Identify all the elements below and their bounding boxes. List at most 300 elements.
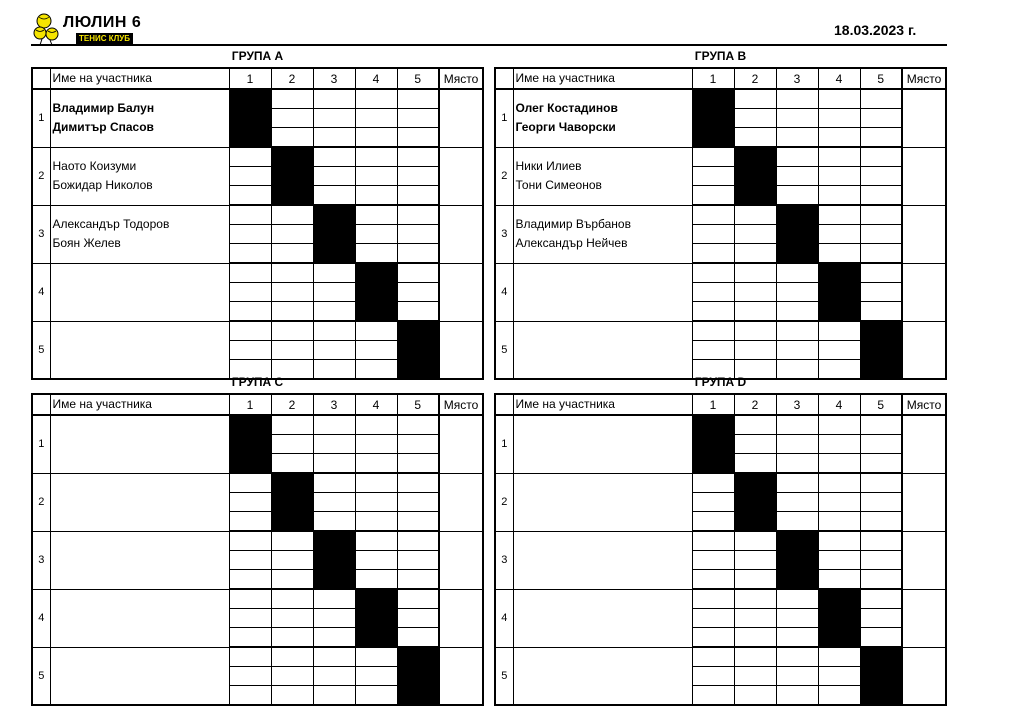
match-score-cell[interactable]	[860, 205, 902, 225]
match-score-cell[interactable]	[734, 609, 776, 628]
match-score-cell[interactable]	[776, 647, 818, 667]
match-score-cell[interactable]	[692, 302, 734, 322]
match-score-cell[interactable]	[860, 186, 902, 206]
match-score-cell[interactable]	[397, 493, 439, 512]
match-score-cell[interactable]	[229, 531, 271, 551]
match-score-cell[interactable]	[692, 570, 734, 590]
match-score-cell[interactable]	[313, 435, 355, 454]
match-score-cell[interactable]	[313, 647, 355, 667]
match-score-cell[interactable]	[818, 473, 860, 493]
match-score-cell[interactable]	[271, 667, 313, 686]
match-score-cell[interactable]	[229, 628, 271, 648]
match-score-cell[interactable]	[271, 302, 313, 322]
match-score-cell[interactable]	[734, 244, 776, 264]
match-score-cell[interactable]	[355, 435, 397, 454]
match-score-cell[interactable]	[734, 551, 776, 570]
match-score-cell[interactable]	[860, 415, 902, 435]
match-score-cell[interactable]	[355, 321, 397, 341]
match-score-cell[interactable]	[397, 128, 439, 148]
match-score-cell[interactable]	[776, 415, 818, 435]
match-score-cell[interactable]	[229, 589, 271, 609]
place-cell[interactable]	[439, 647, 483, 705]
match-score-cell[interactable]	[692, 341, 734, 360]
match-score-cell[interactable]	[818, 205, 860, 225]
match-score-cell[interactable]	[860, 225, 902, 244]
match-score-cell[interactable]	[313, 263, 355, 283]
match-score-cell[interactable]	[313, 147, 355, 167]
match-score-cell[interactable]	[355, 473, 397, 493]
match-score-cell[interactable]	[692, 609, 734, 628]
match-score-cell[interactable]	[397, 167, 439, 186]
place-cell[interactable]	[439, 263, 483, 321]
match-score-cell[interactable]	[397, 454, 439, 474]
match-score-cell[interactable]	[776, 609, 818, 628]
match-score-cell[interactable]	[776, 454, 818, 474]
place-cell[interactable]	[439, 205, 483, 263]
match-score-cell[interactable]	[692, 589, 734, 609]
match-score-cell[interactable]	[818, 512, 860, 532]
match-score-cell[interactable]	[271, 128, 313, 148]
match-score-cell[interactable]	[860, 89, 902, 109]
header-match-cell: 3	[313, 394, 355, 415]
match-score-cell[interactable]	[734, 647, 776, 667]
place-cell[interactable]	[902, 415, 946, 473]
match-score-cell[interactable]	[860, 609, 902, 628]
match-score-cell[interactable]	[313, 89, 355, 109]
match-score-cell[interactable]	[229, 512, 271, 532]
match-score-cell[interactable]	[692, 628, 734, 648]
match-score-cell[interactable]	[229, 609, 271, 628]
match-score-cell[interactable]	[734, 225, 776, 244]
match-score-cell[interactable]	[313, 302, 355, 322]
match-score-cell[interactable]	[818, 167, 860, 186]
match-score-cell[interactable]	[271, 647, 313, 667]
match-score-cell[interactable]	[397, 225, 439, 244]
match-score-cell[interactable]	[860, 628, 902, 648]
match-score-cell[interactable]	[313, 473, 355, 493]
match-score-cell[interactable]	[313, 341, 355, 360]
match-score-cell[interactable]	[734, 302, 776, 322]
match-score-cell[interactable]	[355, 454, 397, 474]
match-score-cell[interactable]	[271, 609, 313, 628]
group-table	[494, 67, 947, 380]
match-score-cell[interactable]	[776, 167, 818, 186]
match-score-cell[interactable]	[860, 283, 902, 302]
match-score-cell[interactable]	[734, 628, 776, 648]
match-score-cell[interactable]	[818, 647, 860, 667]
match-score-cell[interactable]	[692, 225, 734, 244]
match-score-cell[interactable]	[355, 128, 397, 148]
match-score-cell[interactable]	[734, 435, 776, 454]
self-match-blocked-cell	[397, 321, 439, 379]
match-score-cell[interactable]	[734, 454, 776, 474]
match-score-cell[interactable]	[860, 128, 902, 148]
participant-name-cell[interactable]	[513, 321, 692, 379]
place-cell[interactable]	[902, 589, 946, 647]
participant-name-cell[interactable]	[50, 473, 229, 531]
participant-number: 3	[495, 205, 513, 263]
match-score-cell[interactable]	[860, 302, 902, 322]
match-score-cell[interactable]	[692, 531, 734, 551]
match-score-cell[interactable]	[229, 473, 271, 493]
match-score-cell[interactable]	[860, 263, 902, 283]
match-score-cell[interactable]	[271, 341, 313, 360]
match-score-cell[interactable]	[397, 244, 439, 264]
place-cell[interactable]	[439, 589, 483, 647]
participant-subrow	[495, 589, 946, 609]
match-score-cell[interactable]	[355, 551, 397, 570]
match-score-cell[interactable]	[229, 244, 271, 264]
match-score-cell[interactable]	[271, 263, 313, 283]
match-score-cell[interactable]	[355, 493, 397, 512]
participant-subrow	[32, 263, 483, 283]
match-score-cell[interactable]	[397, 186, 439, 206]
participant-name-cell[interactable]	[513, 531, 692, 589]
match-score-cell[interactable]	[397, 531, 439, 551]
match-score-cell[interactable]	[229, 147, 271, 167]
match-score-cell[interactable]	[271, 225, 313, 244]
match-score-cell[interactable]	[397, 570, 439, 590]
match-score-cell[interactable]	[397, 512, 439, 532]
match-score-cell[interactable]	[313, 686, 355, 706]
match-score-cell[interactable]	[860, 147, 902, 167]
match-score-cell[interactable]	[734, 589, 776, 609]
header-blank-cell	[32, 68, 50, 89]
match-score-cell[interactable]	[734, 667, 776, 686]
match-score-cell[interactable]	[692, 647, 734, 667]
match-score-cell[interactable]	[776, 89, 818, 109]
match-score-cell[interactable]	[860, 454, 902, 474]
self-match-blocked-cell	[313, 531, 355, 589]
header-match-cell: 4	[355, 68, 397, 89]
match-score-cell[interactable]	[397, 415, 439, 435]
match-score-cell[interactable]	[229, 667, 271, 686]
match-score-cell[interactable]	[818, 686, 860, 706]
place-cell[interactable]	[902, 531, 946, 589]
match-score-cell[interactable]	[860, 570, 902, 590]
match-score-cell[interactable]	[692, 686, 734, 706]
place-cell[interactable]	[439, 531, 483, 589]
match-score-cell[interactable]	[397, 589, 439, 609]
match-score-cell[interactable]	[818, 244, 860, 264]
match-score-cell[interactable]	[776, 628, 818, 648]
match-score-cell[interactable]	[271, 551, 313, 570]
place-cell[interactable]	[902, 263, 946, 321]
place-cell[interactable]	[439, 415, 483, 473]
match-score-cell[interactable]	[692, 167, 734, 186]
match-score-cell[interactable]	[271, 244, 313, 264]
match-score-cell[interactable]	[776, 686, 818, 706]
match-score-cell[interactable]	[818, 551, 860, 570]
match-score-cell[interactable]	[692, 147, 734, 167]
header-place-cell: Място	[902, 68, 946, 89]
match-score-cell[interactable]	[776, 109, 818, 128]
match-score-cell[interactable]	[776, 283, 818, 302]
match-score-cell[interactable]	[734, 570, 776, 590]
match-score-cell[interactable]	[313, 167, 355, 186]
match-score-cell[interactable]	[776, 341, 818, 360]
match-score-cell[interactable]	[271, 628, 313, 648]
match-score-cell[interactable]	[692, 551, 734, 570]
place-cell[interactable]	[439, 147, 483, 205]
match-score-cell[interactable]	[734, 263, 776, 283]
match-score-cell[interactable]	[818, 147, 860, 167]
participant-name-cell[interactable]	[50, 589, 229, 647]
match-score-cell[interactable]	[776, 263, 818, 283]
match-score-cell[interactable]	[355, 686, 397, 706]
participant-name-cell[interactable]	[50, 321, 229, 379]
match-score-cell[interactable]	[692, 205, 734, 225]
place-cell[interactable]	[439, 321, 483, 379]
place-cell[interactable]	[902, 205, 946, 263]
group-table	[494, 393, 947, 706]
match-score-cell[interactable]	[271, 589, 313, 609]
match-score-cell[interactable]	[818, 435, 860, 454]
match-score-cell[interactable]	[734, 128, 776, 148]
participant-number: 4	[32, 263, 50, 321]
participant-name-cell[interactable]	[50, 205, 229, 263]
match-score-cell[interactable]	[229, 283, 271, 302]
participant-name-cell[interactable]	[50, 263, 229, 321]
place-cell[interactable]	[902, 89, 946, 147]
match-score-cell[interactable]	[818, 341, 860, 360]
match-score-cell[interactable]	[734, 686, 776, 706]
match-score-cell[interactable]	[313, 283, 355, 302]
participant-name-cell[interactable]	[513, 647, 692, 705]
match-score-cell[interactable]	[860, 493, 902, 512]
match-score-cell[interactable]	[271, 283, 313, 302]
match-score-cell[interactable]	[818, 225, 860, 244]
match-score-cell[interactable]	[397, 109, 439, 128]
match-score-cell[interactable]	[397, 147, 439, 167]
match-score-cell[interactable]	[355, 531, 397, 551]
match-score-cell[interactable]	[229, 647, 271, 667]
match-score-cell[interactable]	[860, 531, 902, 551]
match-score-cell[interactable]	[397, 302, 439, 322]
header-name-cell: Име на участника	[513, 68, 692, 89]
match-score-cell[interactable]	[818, 493, 860, 512]
match-score-cell[interactable]	[776, 186, 818, 206]
match-score-cell[interactable]	[229, 263, 271, 283]
match-score-cell[interactable]	[355, 667, 397, 686]
place-cell[interactable]	[902, 647, 946, 705]
match-score-cell[interactable]	[271, 435, 313, 454]
place-cell[interactable]	[902, 321, 946, 379]
match-score-cell[interactable]	[229, 225, 271, 244]
match-score-cell[interactable]	[271, 321, 313, 341]
participant-number: 5	[495, 647, 513, 705]
match-score-cell[interactable]	[818, 667, 860, 686]
match-score-cell[interactable]	[818, 89, 860, 109]
match-score-cell[interactable]	[860, 512, 902, 532]
participant-name-cell[interactable]	[50, 147, 229, 205]
header-place-cell: Място	[439, 68, 483, 89]
match-score-cell[interactable]	[860, 244, 902, 264]
participant-name-cell[interactable]	[513, 589, 692, 647]
match-score-cell[interactable]	[397, 89, 439, 109]
match-score-cell[interactable]	[692, 493, 734, 512]
match-score-cell[interactable]	[860, 589, 902, 609]
match-score-cell[interactable]	[776, 493, 818, 512]
match-score-cell[interactable]	[692, 473, 734, 493]
participant-name-cell[interactable]	[513, 89, 692, 147]
match-score-cell[interactable]	[776, 147, 818, 167]
match-score-cell[interactable]	[271, 454, 313, 474]
participant-number: 5	[32, 321, 50, 379]
match-score-cell[interactable]	[397, 263, 439, 283]
player-name: Наото Коизуми	[52, 159, 137, 173]
match-score-cell[interactable]	[692, 263, 734, 283]
match-score-cell[interactable]	[776, 128, 818, 148]
match-score-cell[interactable]	[313, 454, 355, 474]
match-score-cell[interactable]	[271, 89, 313, 109]
match-score-cell[interactable]	[734, 89, 776, 109]
participant-subrow	[32, 321, 483, 341]
group-title: ГРУПА А	[231, 49, 284, 63]
match-score-cell[interactable]	[313, 609, 355, 628]
match-score-cell[interactable]	[355, 89, 397, 109]
match-score-cell[interactable]	[355, 647, 397, 667]
match-score-cell[interactable]	[776, 321, 818, 341]
match-score-cell[interactable]	[271, 415, 313, 435]
match-score-cell[interactable]	[271, 205, 313, 225]
participant-name-cell[interactable]	[513, 205, 692, 263]
match-score-cell[interactable]	[692, 321, 734, 341]
match-score-cell[interactable]	[355, 244, 397, 264]
match-score-cell[interactable]	[313, 493, 355, 512]
match-score-cell[interactable]	[692, 186, 734, 206]
match-score-cell[interactable]	[271, 570, 313, 590]
self-match-blocked-cell	[271, 473, 313, 531]
match-score-cell[interactable]	[397, 283, 439, 302]
match-score-cell[interactable]	[818, 128, 860, 148]
match-score-cell[interactable]	[355, 225, 397, 244]
participant-number: 3	[32, 205, 50, 263]
participant-name-cell[interactable]	[50, 531, 229, 589]
match-score-cell[interactable]	[313, 667, 355, 686]
match-score-cell[interactable]	[229, 551, 271, 570]
match-score-cell[interactable]	[355, 512, 397, 532]
match-score-cell[interactable]	[313, 321, 355, 341]
match-score-cell[interactable]	[229, 341, 271, 360]
match-score-cell[interactable]	[229, 493, 271, 512]
match-score-cell[interactable]	[734, 415, 776, 435]
match-score-cell[interactable]	[734, 205, 776, 225]
match-score-cell[interactable]	[355, 341, 397, 360]
match-score-cell[interactable]	[397, 435, 439, 454]
match-score-cell[interactable]	[818, 570, 860, 590]
match-score-cell[interactable]	[860, 109, 902, 128]
match-score-cell[interactable]	[313, 128, 355, 148]
match-score-cell[interactable]	[860, 435, 902, 454]
header-blank-cell	[32, 394, 50, 415]
place-cell[interactable]	[439, 89, 483, 147]
match-score-cell[interactable]	[313, 109, 355, 128]
match-score-cell[interactable]	[397, 205, 439, 225]
place-cell[interactable]	[902, 473, 946, 531]
match-score-cell[interactable]	[313, 415, 355, 435]
match-score-cell[interactable]	[229, 186, 271, 206]
place-cell[interactable]	[439, 473, 483, 531]
match-score-cell[interactable]	[818, 109, 860, 128]
match-score-cell[interactable]	[229, 205, 271, 225]
match-score-cell[interactable]	[734, 341, 776, 360]
participant-name-cell[interactable]	[50, 647, 229, 705]
match-score-cell[interactable]	[734, 531, 776, 551]
participant-name-cell[interactable]	[513, 415, 692, 473]
participant-name-cell[interactable]	[513, 263, 692, 321]
match-score-cell[interactable]	[397, 551, 439, 570]
participant-name-cell[interactable]	[513, 147, 692, 205]
match-score-cell[interactable]	[355, 570, 397, 590]
match-score-cell[interactable]	[818, 454, 860, 474]
match-score-cell[interactable]	[271, 686, 313, 706]
match-score-cell[interactable]	[860, 473, 902, 493]
match-score-cell[interactable]	[355, 205, 397, 225]
participant-name-cell[interactable]	[50, 89, 229, 147]
match-score-cell[interactable]	[397, 473, 439, 493]
header-blank-cell	[495, 68, 513, 89]
match-score-cell[interactable]	[313, 512, 355, 532]
match-score-cell[interactable]	[776, 589, 818, 609]
match-score-cell[interactable]	[229, 167, 271, 186]
match-score-cell[interactable]	[734, 283, 776, 302]
match-score-cell[interactable]	[776, 302, 818, 322]
participant-subrow	[32, 415, 483, 435]
match-score-cell[interactable]	[818, 321, 860, 341]
header-match-cell: 1	[229, 68, 271, 89]
match-score-cell[interactable]	[355, 186, 397, 206]
match-score-cell[interactable]	[776, 435, 818, 454]
match-score-cell[interactable]	[818, 415, 860, 435]
match-score-cell[interactable]	[355, 147, 397, 167]
match-score-cell[interactable]	[734, 321, 776, 341]
match-score-cell[interactable]	[818, 186, 860, 206]
match-score-cell[interactable]	[860, 167, 902, 186]
header-match-cell: 5	[860, 68, 902, 89]
match-score-cell[interactable]	[776, 512, 818, 532]
match-score-cell[interactable]	[271, 109, 313, 128]
match-score-cell[interactable]	[776, 473, 818, 493]
match-score-cell[interactable]	[229, 570, 271, 590]
match-score-cell[interactable]	[355, 167, 397, 186]
match-score-cell[interactable]	[692, 283, 734, 302]
match-score-cell[interactable]	[397, 609, 439, 628]
match-score-cell[interactable]	[818, 531, 860, 551]
match-score-cell[interactable]	[692, 512, 734, 532]
match-score-cell[interactable]	[229, 302, 271, 322]
match-score-cell[interactable]	[397, 628, 439, 648]
match-score-cell[interactable]	[860, 551, 902, 570]
match-score-cell[interactable]	[692, 667, 734, 686]
participant-subrow	[495, 415, 946, 435]
match-score-cell[interactable]	[313, 628, 355, 648]
match-score-cell[interactable]	[734, 109, 776, 128]
place-cell[interactable]	[902, 147, 946, 205]
match-score-cell[interactable]	[313, 589, 355, 609]
match-score-cell[interactable]	[355, 415, 397, 435]
participant-subrow	[32, 205, 483, 225]
match-score-cell[interactable]	[229, 321, 271, 341]
match-score-cell[interactable]	[313, 186, 355, 206]
participant-name-cell[interactable]	[50, 415, 229, 473]
match-score-cell[interactable]	[271, 531, 313, 551]
participant-name-cell[interactable]	[513, 473, 692, 531]
match-score-cell[interactable]	[229, 686, 271, 706]
match-score-cell[interactable]	[776, 667, 818, 686]
match-score-cell[interactable]	[692, 244, 734, 264]
match-score-cell[interactable]	[355, 109, 397, 128]
